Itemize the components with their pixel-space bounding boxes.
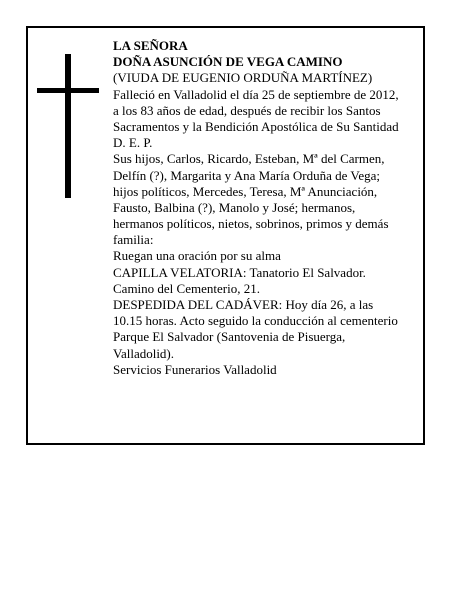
farewell-line: DESPEDIDA DEL CADÁVER: Hoy día 26, a las [113,297,374,312]
family-line: Delfín (?), Margarita y Ana María Orduña de Vega; [113,167,381,183]
farewell-line: Parque El Salvador (Santovenia de Pisuerga, [113,329,346,345]
obituary-text [113,38,423,378]
title-line-1: LA SEÑORA [113,38,188,53]
wake-line: CAPILLA VELATORIA: Tanatorio El Salvador. [113,264,366,280]
family-line: Fausto, Balbina (?), Manolo y José; hermanos, [113,199,356,215]
death-line: Falleció en Valladolid el día 25 de septiembre de 2012, [113,86,399,102]
family-line: Sus hijos, Carlos, Ricardo, Esteban, Mª del Carmen, [113,151,385,167]
death-line: a los 83 años de edad, después de recibir los Santos [113,102,381,118]
cross-horizontal-bar [37,88,99,93]
family-line: hermanos políticos, nietos, sobrinos, primos y demás [113,216,389,232]
farewell-line: Valladolid). [113,345,175,361]
death-line: D. E. P. [113,135,153,151]
death-line: Sacramentos y la Bendición Apostólica de Su Santidad [113,118,399,134]
family-line: hijos políticos, Mercedes, Teresa, Mª Anunciación, [113,183,378,199]
funeral-services: Servicios Funerarios Valladolid [113,361,277,377]
widow-of-line: (VIUDA DE EUGENIO ORDUÑA MARTÍNEZ) [113,70,373,86]
family-line: familia: [113,232,154,248]
latin-cross-icon [37,54,99,198]
farewell-line: 10.15 horas. Acto seguido la conducción al cementerio [113,313,398,329]
wake-line: Camino del Cementerio, 21. [113,280,260,296]
cross-vertical-bar [65,54,71,198]
deceased-name: DOÑA ASUNCIÓN DE VEGA CAMINO [113,54,343,70]
prayer-request: Ruegan una oración por su alma [113,248,281,264]
